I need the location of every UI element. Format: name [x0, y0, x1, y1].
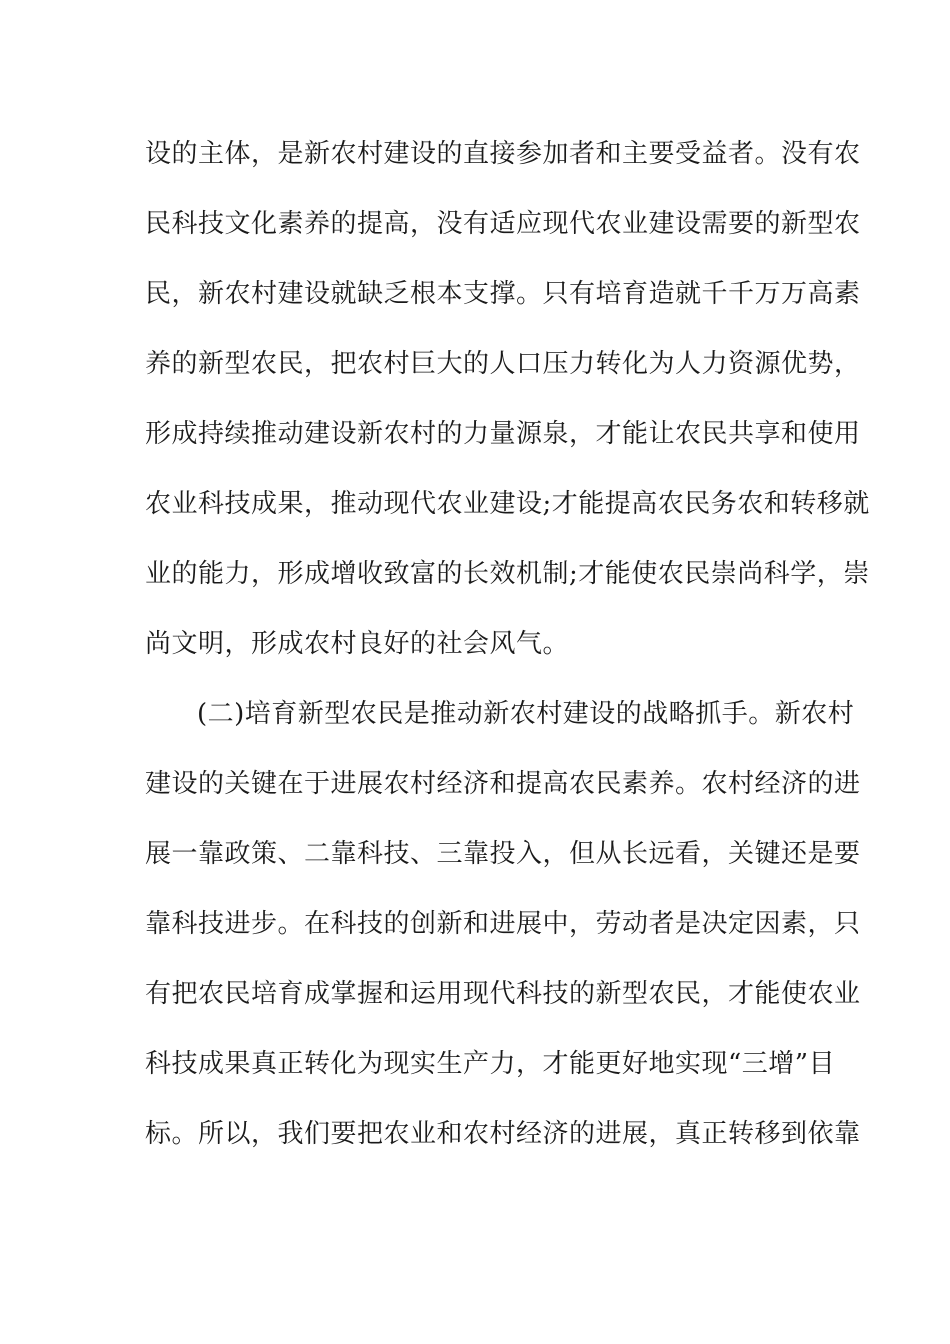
text-line-4: 养的新型农民，把农村巨大的人口压力转化为人力资源优势， — [145, 349, 861, 379]
paragraph-heading-line: (二)培育新型农民是推动新农村建设的战略抓手。新农村 — [197, 699, 855, 729]
text-line-5: 形成持续推动建设新农村的力量源泉，才能让农民共享和使用 — [145, 419, 861, 449]
text-line-6: 农业科技成果，推动现代农业建设;才能提高农民务农和转移就 — [145, 489, 870, 519]
text-line-1: 设的主体，是新农村建设的直接参加者和主要受益者。没有农 — [145, 139, 861, 169]
text-line-15: 标。所以，我们要把农业和农村经济的进展，真正转移到依靠 — [145, 1119, 861, 1149]
text-line-11: 展一靠政策、二靠科技、三靠投入，但从长远看，关键还是要 — [145, 839, 861, 869]
text-line-14: 科技成果真正转化为现实生产力，才能更好地实现“三增”目 — [145, 1049, 836, 1079]
text-line-3: 民，新农村建设就缺乏根本支撑。只有培育造就千千万万高素 — [145, 279, 861, 309]
text-line-13: 有把农民培育成掌握和运用现代科技的新型农民，才能使农业 — [145, 979, 861, 1009]
text-line-8: 尚文明，形成农村良好的社会风气。 — [145, 629, 570, 659]
body-text — [145, 128, 870, 1178]
text-line-2: 民科技文化素养的提高，没有适应现代农业建设需要的新型农 — [145, 209, 861, 239]
text-line-12: 靠科技进步。在科技的创新和进展中，劳动者是决定因素，只 — [145, 909, 861, 939]
text-line-7: 业的能力，形成增收致富的长效机制;才能使农民崇尚科学，崇 — [145, 559, 870, 589]
text-line-10: 建设的关键在于进展农村经济和提高农民素养。农村经济的进 — [145, 769, 861, 799]
